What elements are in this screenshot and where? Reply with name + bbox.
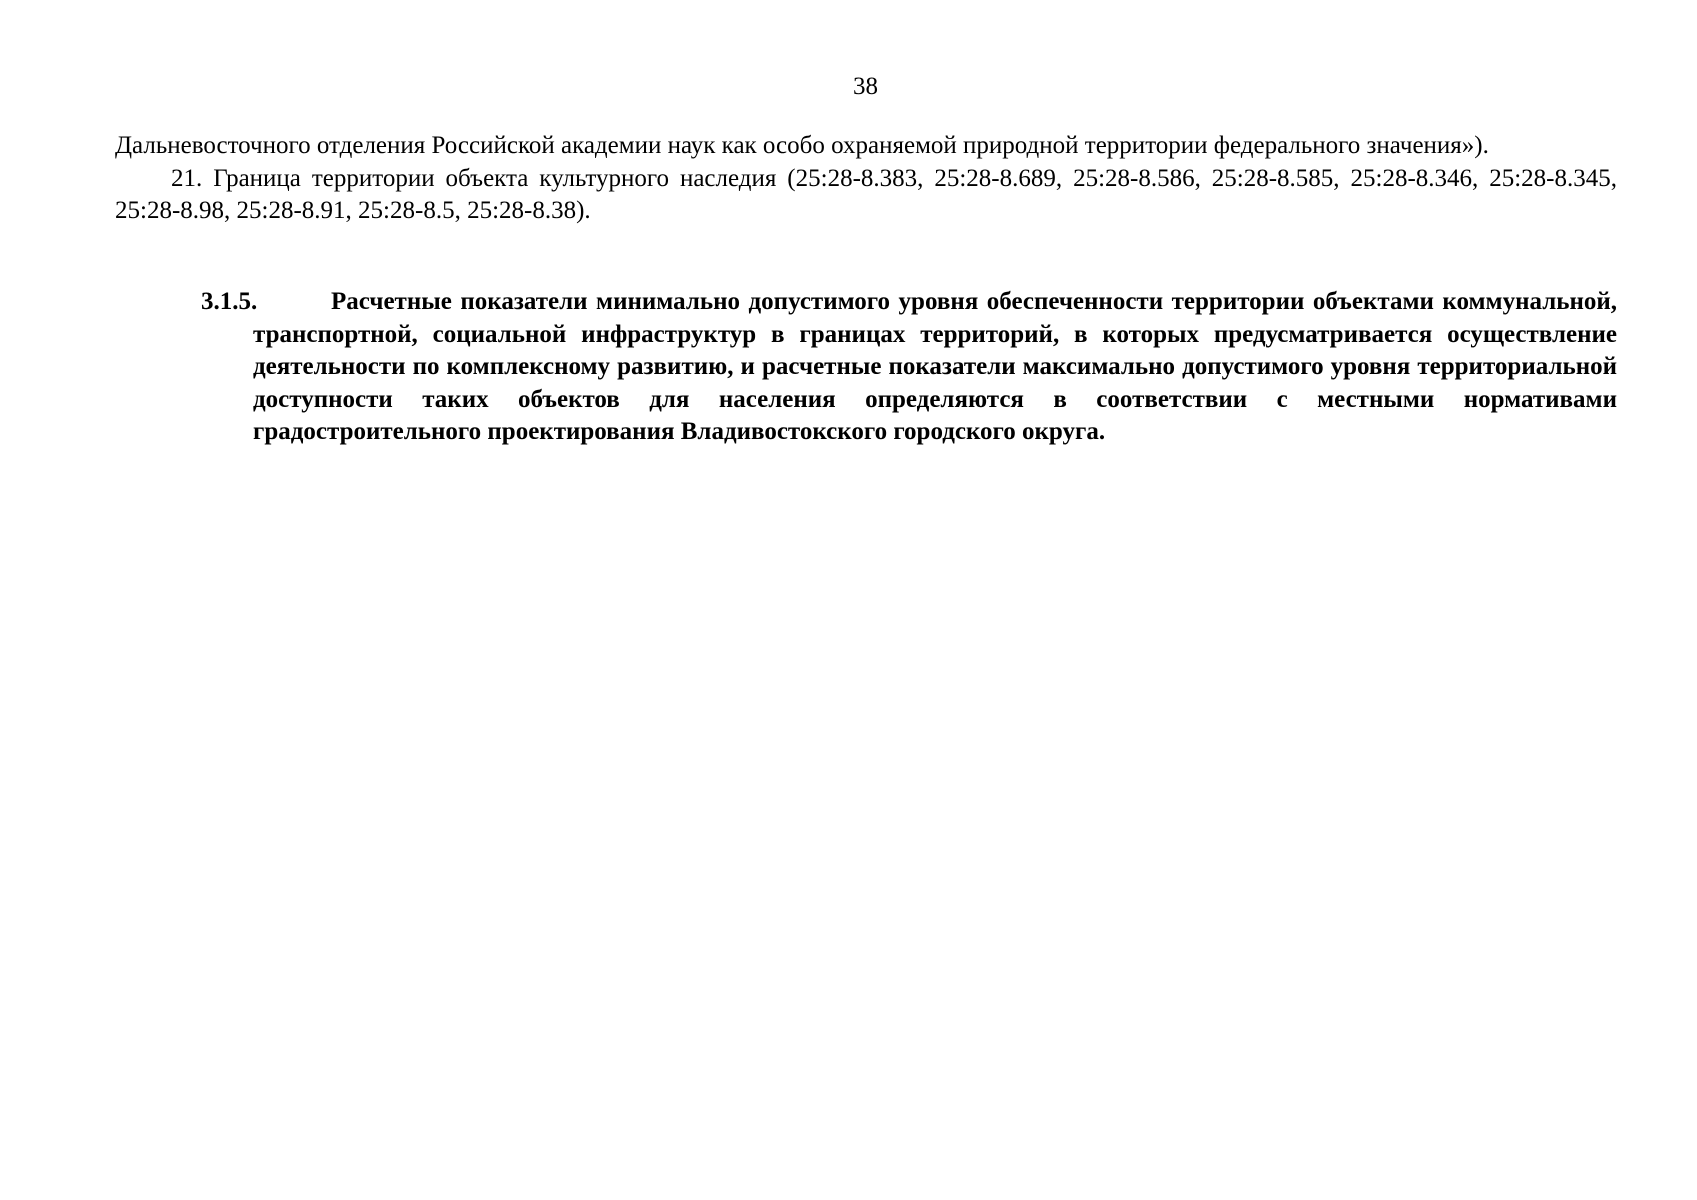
paragraph-continuation: Дальневосточного отделения Российской академии наук как особо охраняемой природной территории федерального значения»).: [115, 132, 1489, 159]
page-number: 38: [853, 73, 878, 100]
section-number: 3.1.5.: [201, 288, 258, 315]
section-heading-text: Расчетные показатели минимально допустимого уровня обеспеченности территории объектами коммунальной, транспортной, социальной инфраструктур в границах территорий, в которых предусматривается осуществление деятельности по комплексному развитию, и расчетные показатели максимально допустимого уровня территориальной доступности таких объектов для населения определяются в соответствии с местными нормативами градостроительного проектирования Владивостокского городского округа.: [253, 288, 1617, 445]
body-text: [115, 130, 1617, 228]
section-3-1-5: [201, 286, 1617, 449]
paragraph-item-21: 21. Граница территории объекта культурного наследия (25:28-8.383, 25:28-8.689, 25:28-8.586, 25:28-8.585, 25:28-8.346, 25:28-8.345, 25:28-8.98, 25:28-8.91, 25:28-8.5, 25:28-8.38).: [115, 164, 1617, 224]
